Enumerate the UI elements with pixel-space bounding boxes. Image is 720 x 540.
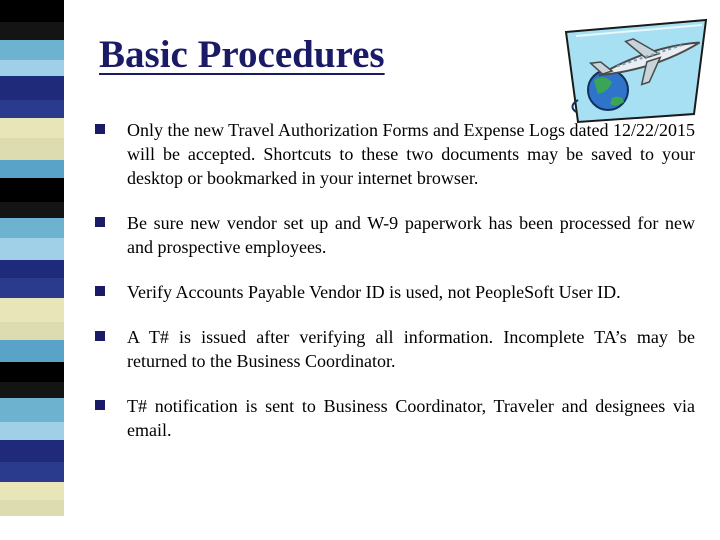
bullet-item bbox=[95, 280, 695, 304]
stripe-band bbox=[0, 0, 64, 22]
stripe-band bbox=[0, 60, 64, 76]
bullet-item bbox=[95, 394, 695, 442]
square-bullet-icon bbox=[95, 124, 105, 134]
stripe-band bbox=[0, 340, 64, 362]
bullet-item bbox=[95, 211, 695, 259]
stripe-band bbox=[0, 482, 64, 500]
stripe-band bbox=[0, 278, 64, 298]
slide-title: Basic Procedures bbox=[99, 33, 385, 76]
stripe-band bbox=[0, 398, 64, 422]
square-bullet-icon bbox=[95, 400, 105, 410]
stripe-band bbox=[0, 100, 64, 118]
stripe-band bbox=[0, 40, 64, 60]
stripe-band bbox=[0, 322, 64, 340]
bullet-text: A T# is issued after verifying all information. Incomplete TA’s may be returned to the Business Coordinator. bbox=[127, 327, 695, 371]
square-bullet-icon bbox=[95, 331, 105, 341]
stripe-band bbox=[0, 260, 64, 278]
stripe-band bbox=[0, 202, 64, 218]
bullet-item bbox=[95, 325, 695, 373]
bullet-text: Be sure new vendor set up and W-9 paperwork has been processed for new and prospective employees. bbox=[127, 213, 695, 257]
bullet-item bbox=[95, 118, 695, 190]
stripe-band bbox=[0, 118, 64, 138]
stripe-band bbox=[0, 22, 64, 40]
stripe-band bbox=[0, 138, 64, 160]
stripe-band bbox=[0, 160, 64, 178]
stripe-band bbox=[0, 298, 64, 322]
stripe-band bbox=[0, 440, 64, 462]
airplane-globe-icon bbox=[556, 14, 712, 126]
stripe-band bbox=[0, 362, 64, 382]
stripe-band bbox=[0, 76, 64, 100]
stripe-band bbox=[0, 178, 64, 202]
stripe-band bbox=[0, 422, 64, 440]
stripe-band bbox=[0, 382, 64, 398]
square-bullet-icon bbox=[95, 217, 105, 227]
bullet-text: Verify Accounts Payable Vendor ID is used, not PeopleSoft User ID. bbox=[127, 282, 621, 302]
stripe-band bbox=[0, 500, 64, 516]
bullet-text: T# notification is sent to Business Coordinator, Traveler and designees via email. bbox=[127, 396, 695, 440]
stripe-band bbox=[0, 462, 64, 482]
square-bullet-icon bbox=[95, 286, 105, 296]
bullet-list bbox=[95, 118, 695, 463]
decorative-stripe bbox=[0, 0, 64, 540]
stripe-band bbox=[0, 238, 64, 260]
stripe-band bbox=[0, 218, 64, 238]
bullet-text: Only the new Travel Authorization Forms and Expense Logs dated 12/22/2015 will be accepted. Shortcuts to these two documents may be saved to your desktop or bookmarked in your internet browser. bbox=[127, 120, 695, 188]
